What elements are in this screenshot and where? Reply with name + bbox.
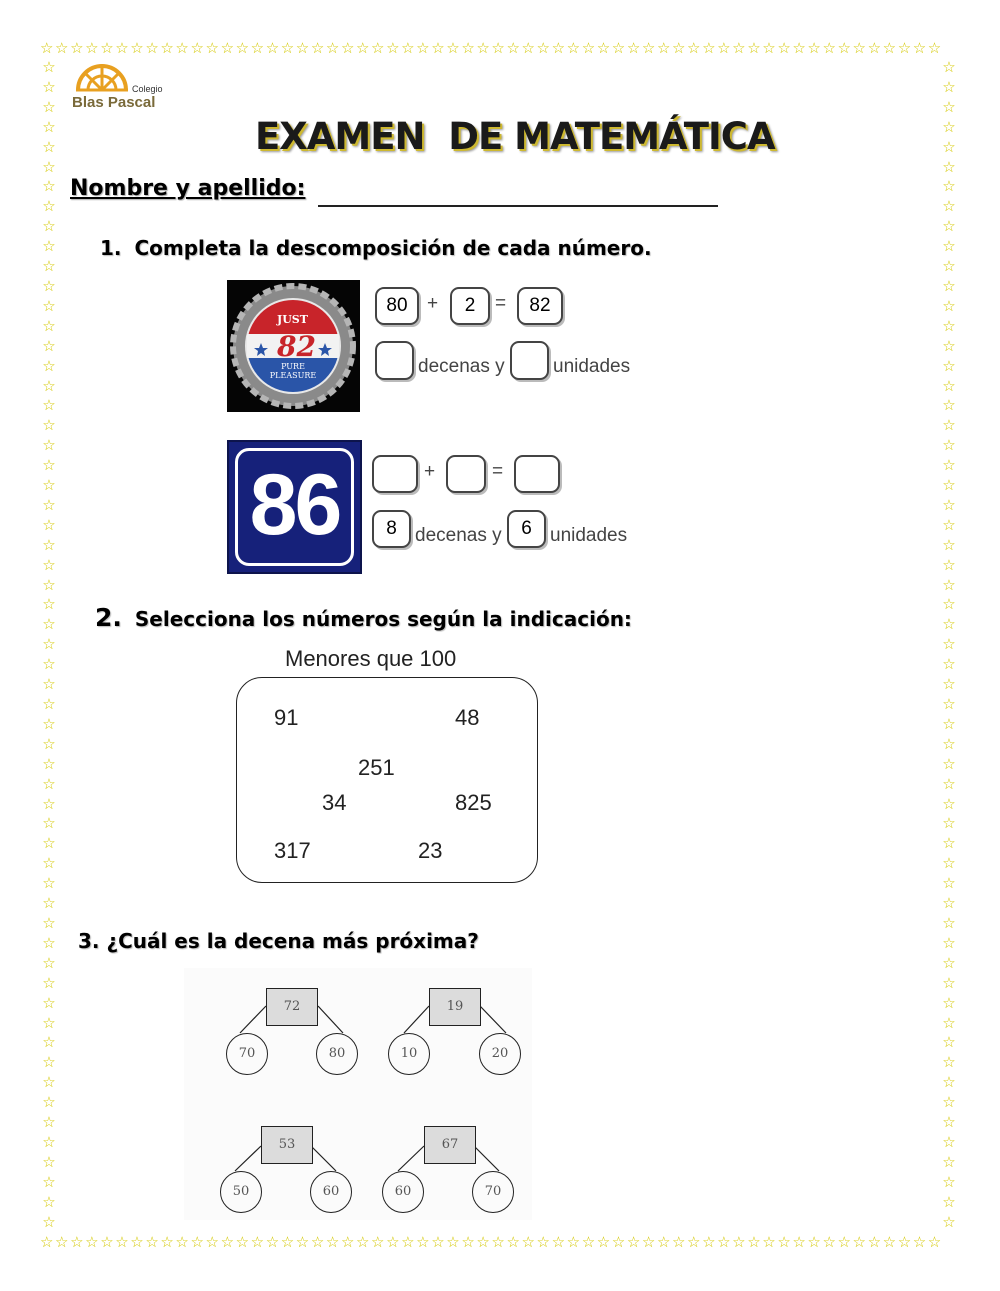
set-title: Menores que 100: [285, 646, 457, 671]
logo-name: Blas Pascal: [72, 94, 156, 111]
set-number[interactable]: 317: [274, 838, 311, 863]
item2-total-box[interactable]: [514, 455, 560, 493]
tree-option-circle[interactable]: 10: [388, 1033, 430, 1075]
item1-sum-a-box[interactable]: 80: [375, 287, 419, 325]
number-plate-number: 86: [249, 457, 340, 553]
star-border-right: ☆ ☆ ☆ ☆ ☆ ☆ ☆ ☆ ☆ ☆ ☆ ☆ ☆ ☆ ☆ ☆ ☆ ☆ ☆ ☆ ☆ ☆ ☆ ☆ ☆ ☆ ☆ ☆ ☆ ☆ ☆ ☆ ☆ ☆ ☆ ☆ ☆ ☆ ☆ ☆ ☆ ☆ ☆ ☆ ☆ ☆ ☆ ☆ ☆ ☆ ☆ ☆ ☆ ☆ ☆ ☆ ☆ ☆ ☆: [942, 58, 956, 1231]
set-number[interactable]: 91: [274, 705, 299, 730]
item2-sum-b-box[interactable]: [446, 455, 486, 493]
item2-equals: =: [492, 461, 504, 482]
tree-center-number: 67: [424, 1126, 476, 1164]
school-logo: [72, 62, 182, 112]
item1-tens-label: decenas y: [418, 356, 505, 377]
set-number[interactable]: 23: [418, 838, 443, 863]
question-2-heading: [95, 603, 632, 632]
item2-plus: +: [424, 461, 436, 482]
set-number[interactable]: 34: [322, 790, 347, 815]
question-1-number: 1.: [100, 236, 122, 260]
bottle-cap-text-bottom: PURE PLEASURE: [269, 362, 317, 380]
question-1-heading: [100, 236, 652, 260]
item2-tens-box[interactable]: 8: [372, 510, 411, 548]
tree-option-circle[interactable]: 70: [472, 1171, 514, 1213]
tree-option-circle[interactable]: 60: [310, 1171, 352, 1213]
star-border-bottom: ☆☆☆☆☆☆☆☆☆☆☆☆☆☆☆☆☆☆☆☆☆☆☆☆☆☆☆☆☆☆☆☆☆☆☆☆☆☆☆☆☆☆☆☆☆☆☆☆☆☆☆☆☆☆☆☆☆☆☆☆: [40, 1233, 943, 1251]
logo-small-text: Colegio: [132, 84, 163, 94]
item1-total-box[interactable]: 82: [517, 287, 563, 325]
name-field-label: Nombre y apellido:: [70, 176, 306, 201]
item1-units-label: unidades: [553, 356, 631, 377]
question-1-text: Completa la descomposición de cada número.: [134, 236, 652, 260]
item1-equals: =: [495, 293, 507, 314]
item2-tens-label: decenas y: [415, 525, 502, 546]
tree-option-circle[interactable]: 50: [220, 1171, 262, 1213]
tree-option-circle[interactable]: 60: [382, 1171, 424, 1213]
item2-sum-a-box[interactable]: [372, 455, 418, 493]
name-field-line[interactable]: [318, 205, 718, 207]
set-number[interactable]: 251: [358, 755, 395, 780]
question-2-number: 2.: [95, 603, 122, 632]
tree-center-number: 53: [261, 1126, 313, 1164]
bottle-cap-image: [227, 280, 360, 412]
item1-units-box[interactable]: [510, 341, 549, 380]
tree-option-circle[interactable]: 70: [226, 1033, 268, 1075]
bottle-cap-number: 82: [277, 330, 316, 363]
item1-sum-b-box[interactable]: 2: [450, 287, 490, 325]
tree-center-number: 72: [266, 988, 318, 1026]
number-plate-image: [227, 440, 362, 574]
page-title: EXAMEN DE MATEMÁTICA: [255, 115, 775, 158]
question-3-heading: 3. ¿Cuál es la decena más próxima?: [78, 929, 479, 953]
item1-tens-box[interactable]: [375, 341, 414, 380]
star-border-left: ☆ ☆ ☆ ☆ ☆ ☆ ☆ ☆ ☆ ☆ ☆ ☆ ☆ ☆ ☆ ☆ ☆ ☆ ☆ ☆ ☆ ☆ ☆ ☆ ☆ ☆ ☆ ☆ ☆ ☆ ☆ ☆ ☆ ☆ ☆ ☆ ☆ ☆ ☆ ☆ ☆ ☆ ☆ ☆ ☆ ☆ ☆ ☆ ☆ ☆ ☆ ☆ ☆ ☆ ☆ ☆ ☆ ☆ ☆: [42, 58, 56, 1231]
item1-plus: +: [427, 293, 439, 314]
bottle-cap-text-top: JUST: [277, 313, 308, 326]
set-number[interactable]: 48: [455, 705, 480, 730]
star-border-top: ☆☆☆☆☆☆☆☆☆☆☆☆☆☆☆☆☆☆☆☆☆☆☆☆☆☆☆☆☆☆☆☆☆☆☆☆☆☆☆☆☆☆☆☆☆☆☆☆☆☆☆☆☆☆☆☆☆☆☆☆: [40, 39, 943, 57]
set-number[interactable]: 825: [455, 790, 492, 815]
item2-units-label: unidades: [550, 525, 628, 546]
ship-wheel-icon: [74, 62, 130, 92]
item2-units-box[interactable]: 6: [507, 510, 546, 548]
tree-option-circle[interactable]: 20: [479, 1033, 521, 1075]
tree-center-number: 19: [429, 988, 481, 1026]
question-2-text: Selecciona los números según la indicación:: [134, 607, 632, 631]
tree-option-circle[interactable]: 80: [316, 1033, 358, 1075]
